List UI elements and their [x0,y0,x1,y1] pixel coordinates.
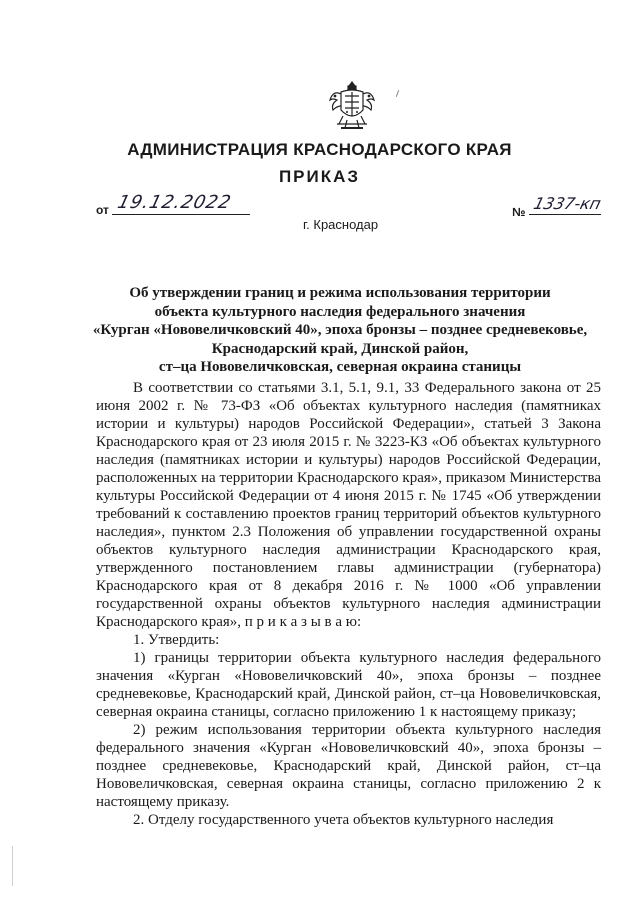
title-line: «Курган «Нововеличковский 40», эпоха бронзы – позднее средневековье, [92,322,588,339]
number-label: № [512,205,526,219]
subitem-2: 2) режим использования территории объекта культурного наследия федерального значения «Курган «Нововеличковский 40», эпоха бронзы – позднее средневековье, Краснодарский край, Динской район, ст–ца Нововеличковская, северная окраина станицы, согласно приложению 2 к настоящему приказу. [96,722,601,810]
coat-of-arms-emblem [327,78,377,132]
preamble-paragraph [96,379,601,631]
title-line: Краснодарский край, Динской район, [211,340,469,357]
document-title [80,284,600,377]
organization-title: АДМИНИСТРАЦИЯ КРАСНОДАРСКОГО КРАЯ [127,140,512,159]
title-line: ст–ца Нововеличковская, северная окраина станицы [158,359,522,376]
document-type: ПРИКАЗ [278,167,361,186]
document-body [96,379,601,829]
preamble-text: В соответствии со статьями 3.1, 5.1, 9.1, 33 Федерального закона от 25 июня 2002 г. № 73-ФЗ «Об объектах культурного наследия (памятниках истории и культуры) народов Российской Федерации», статьей 3 Закона Краснодарского края от 23 июля 2015 г. № 3223-КЗ «Об объектах культурного наследия (памятниках истории и культуры) народов Российской Федерации, расположенных на территории Краснодарского края», приказом Министерства культуры Российской Федерации от 4 июня 2015 г. № 1745 «Об утверждении требований к составлению проектов границ территорий объектов культурного наследия», пунктом 2.3 Положения об управлении государственной охраны объектов культурного наследия администрации Краснодарского края, утвержденного постановлением главы администрации (губернатора) Краснодарского края от 8 декабря 2016 г. № 1000 «Об управлении государственной охраны объектов культурного наследия администрации Краснодарского края», [96,380,601,630]
date-underline [112,214,250,215]
item-2: 2. Отделу государственного учета объектов культурного наследия [133,812,554,828]
title-line: Об утверждении границ и режима использования территории [129,285,551,301]
handwritten-number: 1337-кп [531,194,603,213]
city-label: г. Краснодар [303,217,379,232]
subitem-1: 1) границы территории объекта культурного наследия федерального значения «Курган «Нововеличковский 40», эпоха бронзы – позднее средневековье, Краснодарский край, Динской район, ст–ца Нововеличковская, северная окраина станицы, согласно приложению 1 к настоящему приказу; [96,650,601,720]
title-line: объекта культурного наследия федерального значения [154,303,526,320]
date-label: от [96,203,109,217]
pen-mark [396,90,399,97]
order-word: п р и к а з ы в а ю: [244,614,362,630]
scan-margin-mark [12,846,13,886]
item-1: 1. Утвердить: [133,632,220,648]
number-underline [529,214,601,215]
handwritten-date: 19.12.2022 [115,192,234,213]
